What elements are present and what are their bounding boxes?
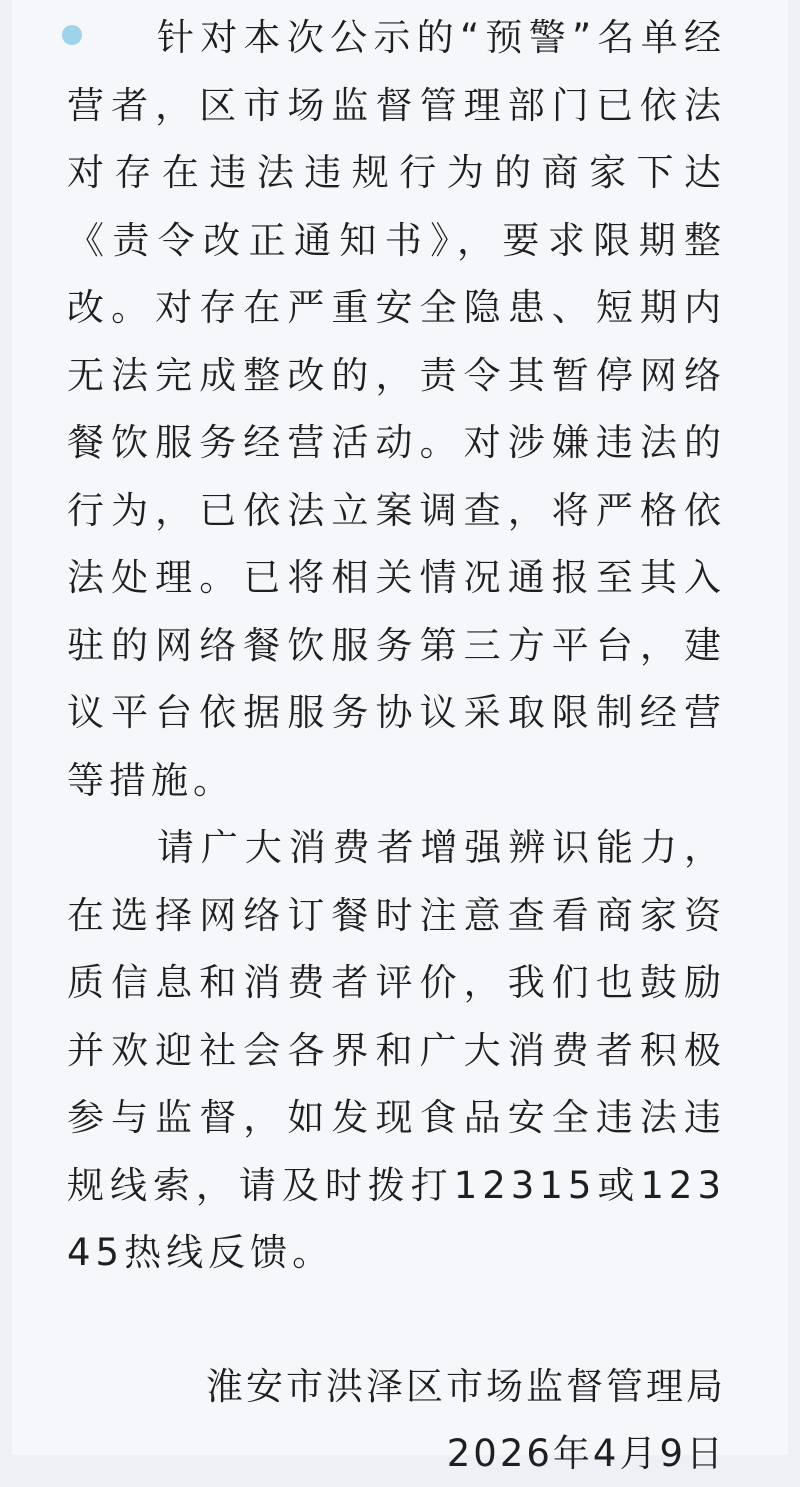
signature-date: 2026年4月9日 (446, 1431, 726, 1475)
article-page (12, 0, 788, 1475)
signature-organization: 淮安市洪泽区市场监督管理局 (206, 1364, 726, 1408)
signature-spacer (67, 1287, 726, 1353)
article-paragraph-1: 针对本次公示的“预警”名单经营者，区市场监督管理部门已依法对存在违法违规行为的商家下达《责令改正通知书》，要求限期整改。对存在严重安全隐患、短期内无法完成整改的，责令其暂停网络餐饮服务经营活动。对涉嫌违法的行为，已依法立案调查，将严格依法处理。已将相关情况通报至其入驻的网络餐饮服务第三方平台，建议平台依据服务协议采取限制经营等措施。 (67, 16, 726, 802)
bullet-dot-icon (62, 25, 82, 45)
article-paragraph-2: 请广大消费者增强辨识能力，在选择网络订餐时注意查看商家资质信息和消费者评价，我们也鼓励并欢迎社会各界和广大消费者积极参与监督，如发现食品安全违法违规线索，请及时拨打12315或12345热线反馈。 (67, 826, 726, 1274)
